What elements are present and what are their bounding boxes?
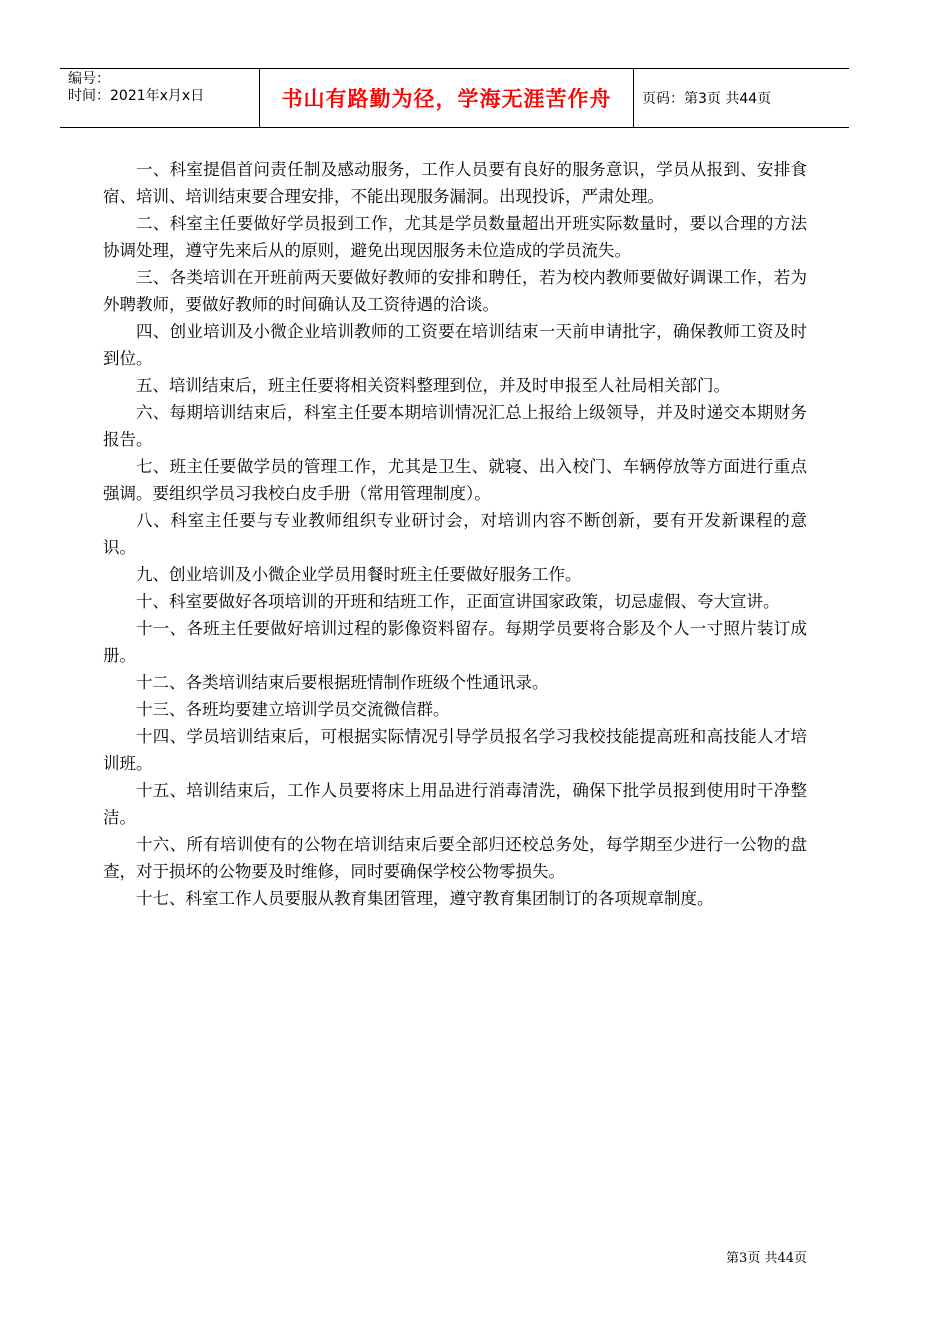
paragraph: 七、班主任要做学员的管理工作，尤其是卫生、就寝、出入校门、车辆停放等方面进行重点强调。要组织学员习我校白皮手册（常用管理制度）。 bbox=[103, 457, 807, 503]
document-body bbox=[103, 156, 807, 912]
paragraph: 十二、各类培训结束后要根据班情制作班级个性通讯录。 bbox=[136, 673, 549, 692]
paragraph: 十三、各班均要建立培训学员交流微信群。 bbox=[136, 700, 450, 719]
paragraph: 四、创业培训及小微企业培训教师的工资要在培训结束一天前申请批字，确保教师工资及时到位。 bbox=[103, 322, 807, 368]
paragraph: 十一、各班主任要做好培训过程的影像资料留存。每期学员要将合影及个人一寸照片装订成册。 bbox=[103, 619, 807, 665]
paragraph: 三、各类培训在开班前两天要做好教师的安排和聘任，若为校内教师要做好调课工作，若为外聘教师，要做好教师的时间确认及工资待遇的洽谈。 bbox=[103, 268, 807, 314]
paragraph: 一、科室提倡首问责任制及感动服务，工作人员要有良好的服务意识，学员从报到、安排食宿、培训、培训结束要合理安排，不能出现服务漏洞。出现投诉，严肃处理。 bbox=[103, 160, 807, 206]
paragraph: 九、创业培训及小微企业学员用餐时班主任要做好服务工作。 bbox=[136, 565, 582, 584]
page-header bbox=[60, 68, 849, 128]
header-page-info: 页码：第3页 共44页 bbox=[642, 91, 772, 107]
document-number-label: 编号： bbox=[68, 71, 110, 87]
paragraph: 十七、科室工作人员要服从教育集团管理，遵守教育集团制订的各项规章制度。 bbox=[136, 889, 714, 908]
paragraph: 十、科室要做好各项培训的开班和结班工作，正面宣讲国家政策，切忌虚假、夸大宣讲。 bbox=[136, 592, 780, 611]
document-time: 时间：2021年x月x日 bbox=[68, 88, 205, 104]
paragraph: 五、培训结束后，班主任要将相关资料整理到位，并及时申报至人社局相关部门。 bbox=[136, 376, 730, 395]
page-footer: 第3页 共44页 bbox=[726, 1251, 807, 1266]
paragraph: 六、每期培训结束后，科室主任要本期培训情况汇总上报给上级领导，并及时递交本期财务报告。 bbox=[103, 403, 807, 449]
paragraph: 十六、所有培训使有的公物在培训结束后要全部归还校总务处，每学期至少进行一公物的盘查，对于损坏的公物要及时维修，同时要确保学校公物零损失。 bbox=[103, 835, 807, 881]
header-meta bbox=[60, 69, 260, 127]
paragraph: 十五、培训结束后，工作人员要将床上用品进行消毒清洗，确保下批学员报到使用时干净整洁。 bbox=[103, 781, 807, 827]
paragraph: 八、科室主任要与专业教师组织专业研讨会，对培训内容不断创新，要有开发新课程的意识。 bbox=[103, 511, 807, 557]
paragraph: 二、科室主任要做好学员报到工作，尤其是学员数量超出开班实际数量时，要以合理的方法协调处理，遵守先来后从的原则，避免出现因服务未位造成的学员流失。 bbox=[103, 214, 807, 260]
header-motto: 书山有路勤为径，学海无涯苦作舟 bbox=[260, 69, 634, 127]
paragraph: 十四、学员培训结束后，可根据实际情况引导学员报名学习我校技能提高班和高技能人才培训班。 bbox=[103, 727, 807, 773]
